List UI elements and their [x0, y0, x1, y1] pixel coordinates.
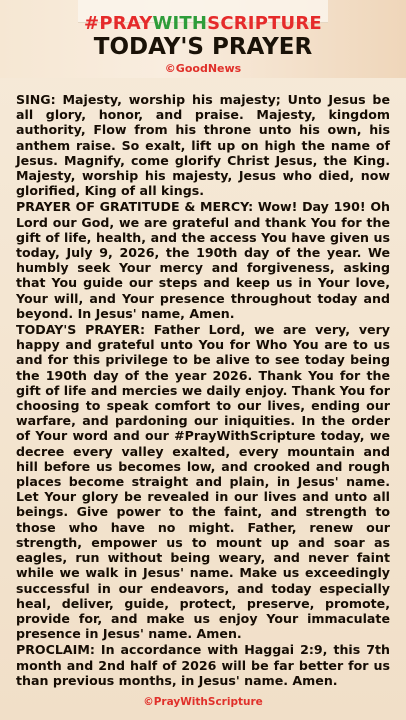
paragraph-sing: SING: Majesty, worship his majesty; Unto Jesus be all glory, honor, and praise. Majesty, kingdom authority, Flow from his throne unto his own, his anthem raise. So exalt, lift up on high the name of Jesus. Magnify, come glorify Christ Jesus, the King. Majesty, worship his majesty, Jesus who died, now glorified, King of all kings. — [16, 92, 390, 199]
hashtag-scripture: SCRIPTURE — [207, 13, 322, 34]
header-credit: ©GoodNews — [164, 62, 242, 75]
footer-credit: ©PrayWithScripture — [143, 696, 263, 708]
hashtag-banner — [0, 14, 406, 34]
hashtag-with: WITH — [152, 13, 208, 34]
hashtag-pray: PRAY — [99, 13, 153, 34]
prayer-content — [16, 92, 390, 689]
page-title: TODAY'S PRAYER — [93, 34, 313, 60]
paragraph-todays-prayer: TODAY'S PRAYER: Father Lord, we are very, very happy and grateful unto You for Who You are to us and for this privilege to be alive to see today being the 190th day of the year 2026. Thank You for the gift of life and mercies we daily enjoy. Thank You for choosing to speak comfort to our lives, ending our warfare, and pardoning our iniquities. In the order of Your word and our #PrayWithScripture today, we decree every valley exalted, every mountain and hill before us becomes low, and crooked and rough places become straight and plain, in Jesus' name. Let Your glory be revealed in our lives and unto all beings. Give power to the faint, and strength to those who have no might. Father, renew our strength, empower us to mount up and soar as eagles, run without being weary, and never faint while we walk in Jesus' name. Make us exceedingly successful in our endeavors, and today especially heal, deliver, guide, protect, preserve, promote, provide for, and make us enjoy Your immaculate presence in Jesus' name. Amen. — [16, 322, 390, 642]
paragraph-proclaim: PROCLAIM: In accordance with Haggai 2:9, this 7th month and 2nd half of 2026 will be far better for us than previous months, in Jesus' name. Amen. — [16, 642, 390, 688]
hashtag-hash: # — [84, 13, 100, 34]
paragraph-gratitude: PRAYER OF GRATITUDE & MERCY: Wow! Day 190! Oh Lord our God, we are grateful and thank You for the gift of life, health, and the access You have given us today, July 9, 2026, the 190th day of the year. We humbly seek Your mercy and forgiveness, asking that You guide our steps and keep us in Your love, Your will, and Your presence throughout today and beyond. In Jesus' name, Amen. — [16, 199, 390, 321]
